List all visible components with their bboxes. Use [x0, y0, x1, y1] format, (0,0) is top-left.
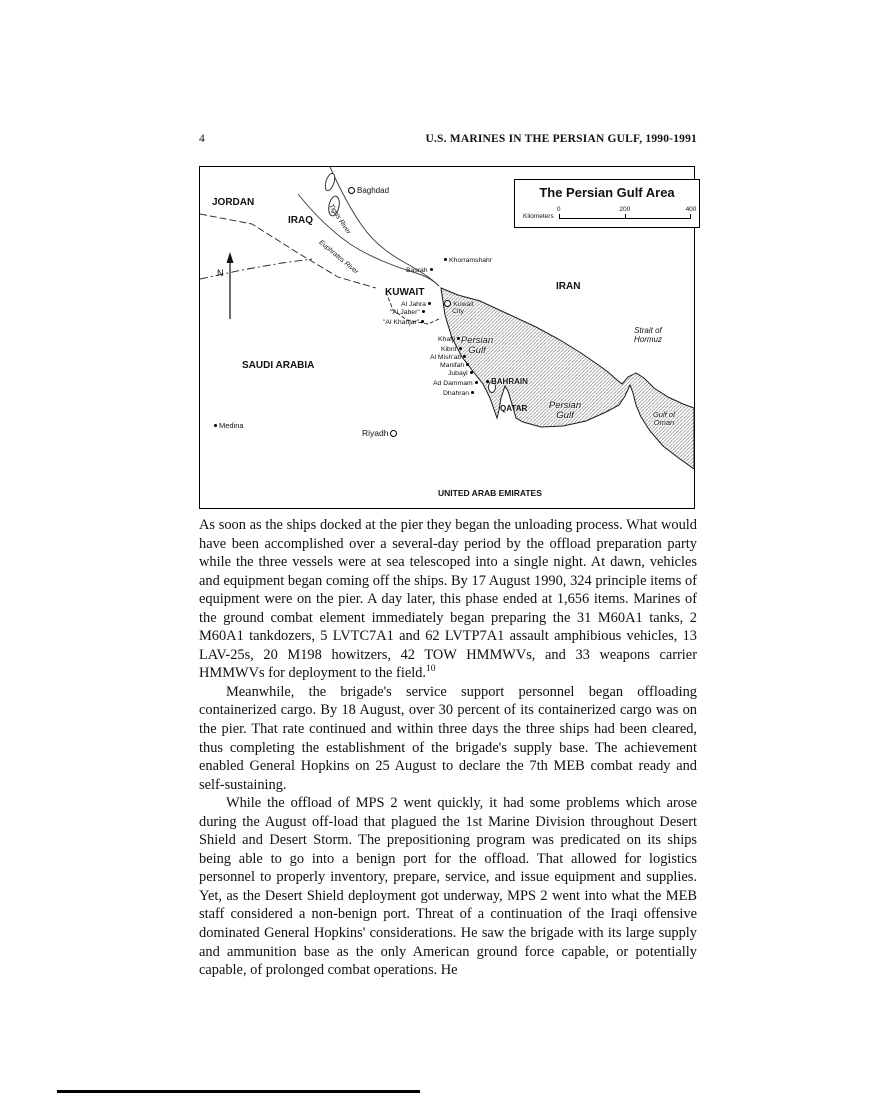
map-label-jubayl: Jubayl — [448, 370, 475, 377]
scale-unit-label: Kilometers — [523, 213, 554, 220]
persian-gulf-map — [199, 166, 695, 509]
map-scale-bar — [523, 206, 697, 220]
scale-tick — [559, 214, 560, 218]
map-label-riyadh: Riyadh — [362, 429, 399, 438]
map-label-kuwait-city: Kuwait City — [438, 300, 478, 315]
map-label-al-jahra: Al Jahra — [401, 301, 433, 308]
map-label-saudi-arabia: SAUDI ARABIA — [242, 360, 315, 371]
map-label-ad-dammam: Ad Dammam — [433, 380, 480, 387]
footnote-marker: 10 — [426, 664, 436, 675]
map-label-khorramshahr: Khorramshahr — [442, 257, 492, 264]
map-label-al-jaber: "Al Jaber" — [390, 309, 427, 316]
city-dot — [471, 391, 474, 394]
map-label-jordan: JORDAN — [212, 197, 255, 208]
map-label-bahrain: BAHRAIN — [484, 378, 528, 387]
map-label-khafji: Khafji — [438, 336, 462, 343]
city-dot — [428, 302, 431, 305]
map-label-kibrit: Kibrit — [441, 346, 464, 353]
paragraph: As soon as the ships docked at the pier they began the unloading process. What would have been accomplished over a several-day period by the offload preparation party while the three vessels were at sea telescoped into a single night. At dawn, vehicles and equipment began coming off the ships. By 17 August 1990, 324 principle items of equipment were on the pier. A day later, this phase ended at 1,656 items. Marines of the ground combat element immediately began preparing the 31 M60A1 tanks, 2 M60A1 tankdozers, 5 LVTC7A1 and 62 LVTP7A1 assault amphibious vehicles, 13 LAV-25s, 20 M198 howitzers, 42 TOW HMMWVs, and 33 weapons carrier HMMWVs for deployment to the field.$^{10}$ — [199, 517, 697, 682]
city-marker — [348, 187, 355, 194]
city-marker — [444, 300, 451, 307]
body-text — [199, 516, 697, 980]
map-label-north: N — [217, 268, 224, 278]
map-label-tigris-river: Tigris River — [327, 203, 352, 236]
map-legend-box — [514, 179, 700, 228]
city-dot — [486, 380, 489, 383]
map-label-strait-of-hormuz: Strait of Hormuz — [633, 326, 662, 344]
lake-shape — [323, 172, 336, 192]
city-dot — [422, 310, 425, 313]
map-label-euphrates-river: Euphrates River — [317, 239, 360, 276]
map-label-manifah: Manifah — [440, 362, 471, 369]
map-label-medina: Medina — [212, 422, 244, 430]
running-header: U.S. MARINES IN THE PERSIAN GULF, 1990-1991 — [425, 133, 697, 145]
gulf-water-shape — [441, 288, 694, 469]
map-label-gulf-of-oman: Gulf of Oman — [652, 410, 676, 428]
map-label-iran: IRAN — [556, 281, 581, 292]
map-label-iraq: IRAQ — [288, 215, 313, 226]
paragraph: Meanwhile, the brigade's service support personnel began offloading containerized cargo. By 18 August, over 30 percent of its containerized cargo was on the pier. That rate continued and within three days the three ships had been cleared, thus completing the establishment of the brigade's supply base. The achievement enabled General Hopkins on 25 August to declare the 7th MEB combat ready and self-sustaining. — [199, 683, 697, 793]
scale-tick-label: 0 — [556, 206, 561, 213]
map-title: The Persian Gulf Area — [539, 185, 675, 200]
city-dot — [466, 363, 469, 366]
map-label-persian-gulf-south: Persian Gulf — [548, 400, 582, 422]
city-marker — [390, 430, 397, 437]
scale-tick-label: 200 — [619, 206, 631, 213]
city-dot — [475, 381, 478, 384]
city-dot — [214, 424, 217, 427]
map-label-qatar: QATAR — [500, 404, 528, 413]
city-dot — [421, 320, 424, 323]
scale-tick-label: 400 — [685, 206, 697, 213]
footer-rule — [57, 1090, 420, 1093]
map-label-al-khanjar: "Al Khanjar" — [383, 319, 426, 326]
map-label-kuwait: KUWAIT — [385, 287, 425, 298]
scale-tick — [690, 214, 691, 218]
scale-tick — [625, 214, 626, 218]
map-label-dhahran: Dhahran — [443, 390, 476, 397]
map-label-al-mishab: Al Mish'ab — [430, 354, 468, 361]
map-label-basrah: Basrah — [406, 267, 435, 274]
paragraph: While the offload of MPS 2 went quickly, it had some problems which arose during the August off-load that plagued the 1st Marine Division throughout Desert Shield and Desert Storm. The prepositioning program was predicated on its ships being able to go into a benign port for the offload. That allowed for logistics personnel to properly inventory, prepare, service, and issue equipment and supplies. Yet, as the Desert Shield deployment got underway, MPS 2 went into what the MEB staff considered a non-benign port. Threat of a continuation of the Iraqi offensive dominated General Hopkins' considerations. He saw the brigade with its large supply and ammunition base as the only American ground force capable, or potentially capable, of prolonged combat operations. He — [199, 795, 697, 979]
running-header-row — [199, 133, 697, 145]
city-dot — [430, 268, 433, 271]
north-arrow-icon — [227, 252, 234, 319]
city-dot — [444, 258, 447, 261]
map-label-baghdad: Baghdad — [346, 187, 389, 196]
map-label-persian-gulf-north: Persian Gulf — [460, 335, 494, 357]
map-label-uae: UNITED ARAB EMIRATES — [438, 488, 542, 498]
page-number: 4 — [199, 133, 205, 145]
scale-line — [556, 206, 697, 219]
city-dot — [470, 371, 473, 374]
